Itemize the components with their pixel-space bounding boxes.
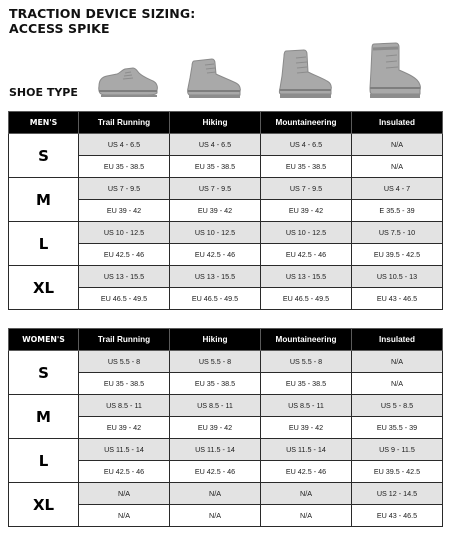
table-row bbox=[9, 483, 443, 505]
table-row bbox=[9, 134, 443, 156]
table-row bbox=[9, 266, 443, 288]
table-row bbox=[9, 351, 443, 373]
us-size-cell: N/A bbox=[170, 483, 261, 505]
eu-size-cell: EU 35 - 38.5 bbox=[79, 156, 170, 178]
us-size-cell: N/A bbox=[352, 351, 443, 373]
column-header-hiking: Hiking bbox=[170, 112, 261, 134]
insulated-boot-icon bbox=[366, 40, 426, 100]
eu-size-cell: EU 35 - 38.5 bbox=[170, 373, 261, 395]
eu-size-cell: EU 42.5 - 46 bbox=[261, 461, 352, 483]
eu-size-cell: EU 46.5 - 49.5 bbox=[261, 288, 352, 310]
mens-header: MEN'S bbox=[9, 112, 79, 134]
us-size-cell: US 8.5 - 11 bbox=[170, 395, 261, 417]
womens-size-table bbox=[8, 328, 443, 527]
us-size-cell: US 4 - 6.5 bbox=[261, 134, 352, 156]
column-header-insulated: Insulated bbox=[352, 329, 443, 351]
size-label-l: L bbox=[9, 439, 79, 483]
eu-size-cell: E 35.5 - 39 bbox=[352, 200, 443, 222]
us-size-cell: US 11.5 - 14 bbox=[261, 439, 352, 461]
us-size-cell: US 8.5 - 11 bbox=[261, 395, 352, 417]
us-size-cell: US 10 - 12.5 bbox=[170, 222, 261, 244]
us-size-cell: US 10.5 - 13 bbox=[352, 266, 443, 288]
column-header-trail-running: Trail Running bbox=[79, 329, 170, 351]
us-size-cell: US 12 - 14.5 bbox=[352, 483, 443, 505]
womens-header: WOMEN'S bbox=[9, 329, 79, 351]
eu-size-cell: N/A bbox=[352, 156, 443, 178]
eu-size-cell: EU 35 - 38.5 bbox=[261, 373, 352, 395]
hiking-boot-icon bbox=[184, 56, 244, 100]
us-size-cell: US 8.5 - 11 bbox=[79, 395, 170, 417]
us-size-cell: US 7 - 9.5 bbox=[261, 178, 352, 200]
title-line-2: ACCESS SPIKE bbox=[9, 21, 110, 36]
eu-size-cell: EU 35 - 38.5 bbox=[79, 373, 170, 395]
us-size-cell: US 4 - 6.5 bbox=[170, 134, 261, 156]
mens-size-table bbox=[8, 111, 443, 310]
eu-size-cell: EU 39 - 42 bbox=[79, 200, 170, 222]
eu-size-cell: EU 42.5 - 46 bbox=[79, 461, 170, 483]
us-size-cell: US 13 - 15.5 bbox=[79, 266, 170, 288]
column-header-mountaineering: Mountaineering bbox=[261, 112, 352, 134]
us-size-cell: US 11.5 - 14 bbox=[170, 439, 261, 461]
us-size-cell: US 4 - 6.5 bbox=[79, 134, 170, 156]
table-row bbox=[9, 222, 443, 244]
eu-size-cell: EU 39 - 42 bbox=[261, 417, 352, 439]
eu-size-cell: EU 35 - 38.5 bbox=[261, 156, 352, 178]
us-size-cell: US 10 - 12.5 bbox=[79, 222, 170, 244]
title-line-1: TRACTION DEVICE SIZING: bbox=[9, 6, 196, 21]
eu-size-cell: EU 42.5 - 46 bbox=[170, 461, 261, 483]
eu-size-cell: EU 39 - 42 bbox=[170, 417, 261, 439]
eu-size-cell: EU 35 - 38.5 bbox=[170, 156, 261, 178]
womens-header-row bbox=[9, 329, 443, 351]
table-row bbox=[9, 178, 443, 200]
eu-size-cell: EU 46.5 - 49.5 bbox=[170, 288, 261, 310]
eu-size-cell: EU 46.5 - 49.5 bbox=[79, 288, 170, 310]
us-size-cell: US 5.5 - 8 bbox=[79, 351, 170, 373]
eu-size-cell: EU 39 - 42 bbox=[79, 417, 170, 439]
shoe-type-label: SHOE TYPE bbox=[9, 86, 78, 99]
us-size-cell: US 13 - 15.5 bbox=[170, 266, 261, 288]
size-label-s: S bbox=[9, 134, 79, 178]
us-size-cell: US 7 - 9.5 bbox=[170, 178, 261, 200]
size-label-m: M bbox=[9, 395, 79, 439]
us-size-cell: N/A bbox=[261, 483, 352, 505]
us-size-cell: US 9 - 11.5 bbox=[352, 439, 443, 461]
us-size-cell: US 7.5 - 10 bbox=[352, 222, 443, 244]
eu-size-cell: EU 39 - 42 bbox=[170, 200, 261, 222]
page-title bbox=[9, 6, 269, 36]
eu-size-cell: EU 42.5 - 46 bbox=[170, 244, 261, 266]
eu-size-cell: N/A bbox=[170, 505, 261, 527]
eu-size-cell: EU 35.5 - 39 bbox=[352, 417, 443, 439]
column-header-insulated: Insulated bbox=[352, 112, 443, 134]
mens-header-row bbox=[9, 112, 443, 134]
eu-size-cell: EU 43 - 46.5 bbox=[352, 288, 443, 310]
us-size-cell: US 7 - 9.5 bbox=[79, 178, 170, 200]
eu-size-cell: EU 43 - 46.5 bbox=[352, 505, 443, 527]
table-row bbox=[9, 439, 443, 461]
trail-running-shoe-icon bbox=[95, 64, 161, 100]
size-label-xl: XL bbox=[9, 483, 79, 527]
eu-size-cell: N/A bbox=[261, 505, 352, 527]
column-header-hiking: Hiking bbox=[170, 329, 261, 351]
column-header-trail-running: Trail Running bbox=[79, 112, 170, 134]
size-label-s: S bbox=[9, 351, 79, 395]
eu-size-cell: EU 39 - 42 bbox=[261, 200, 352, 222]
eu-size-cell: EU 39.5 - 42.5 bbox=[352, 244, 443, 266]
eu-size-cell: EU 39.5 - 42.5 bbox=[352, 461, 443, 483]
us-size-cell: US 5.5 - 8 bbox=[261, 351, 352, 373]
size-label-xl: XL bbox=[9, 266, 79, 310]
us-size-cell: N/A bbox=[352, 134, 443, 156]
table-row bbox=[9, 395, 443, 417]
column-header-mountaineering: Mountaineering bbox=[261, 329, 352, 351]
eu-size-cell: EU 42.5 - 46 bbox=[79, 244, 170, 266]
us-size-cell: N/A bbox=[79, 483, 170, 505]
eu-size-cell: N/A bbox=[79, 505, 170, 527]
us-size-cell: US 11.5 - 14 bbox=[79, 439, 170, 461]
us-size-cell: US 5.5 - 8 bbox=[170, 351, 261, 373]
us-size-cell: US 10 - 12.5 bbox=[261, 222, 352, 244]
size-label-l: L bbox=[9, 222, 79, 266]
us-size-cell: US 5 - 8.5 bbox=[352, 395, 443, 417]
size-label-m: M bbox=[9, 178, 79, 222]
eu-size-cell: N/A bbox=[352, 373, 443, 395]
eu-size-cell: EU 42.5 - 46 bbox=[261, 244, 352, 266]
us-size-cell: US 13 - 15.5 bbox=[261, 266, 352, 288]
mountaineering-boot-icon bbox=[276, 48, 336, 100]
us-size-cell: US 4 - 7 bbox=[352, 178, 443, 200]
